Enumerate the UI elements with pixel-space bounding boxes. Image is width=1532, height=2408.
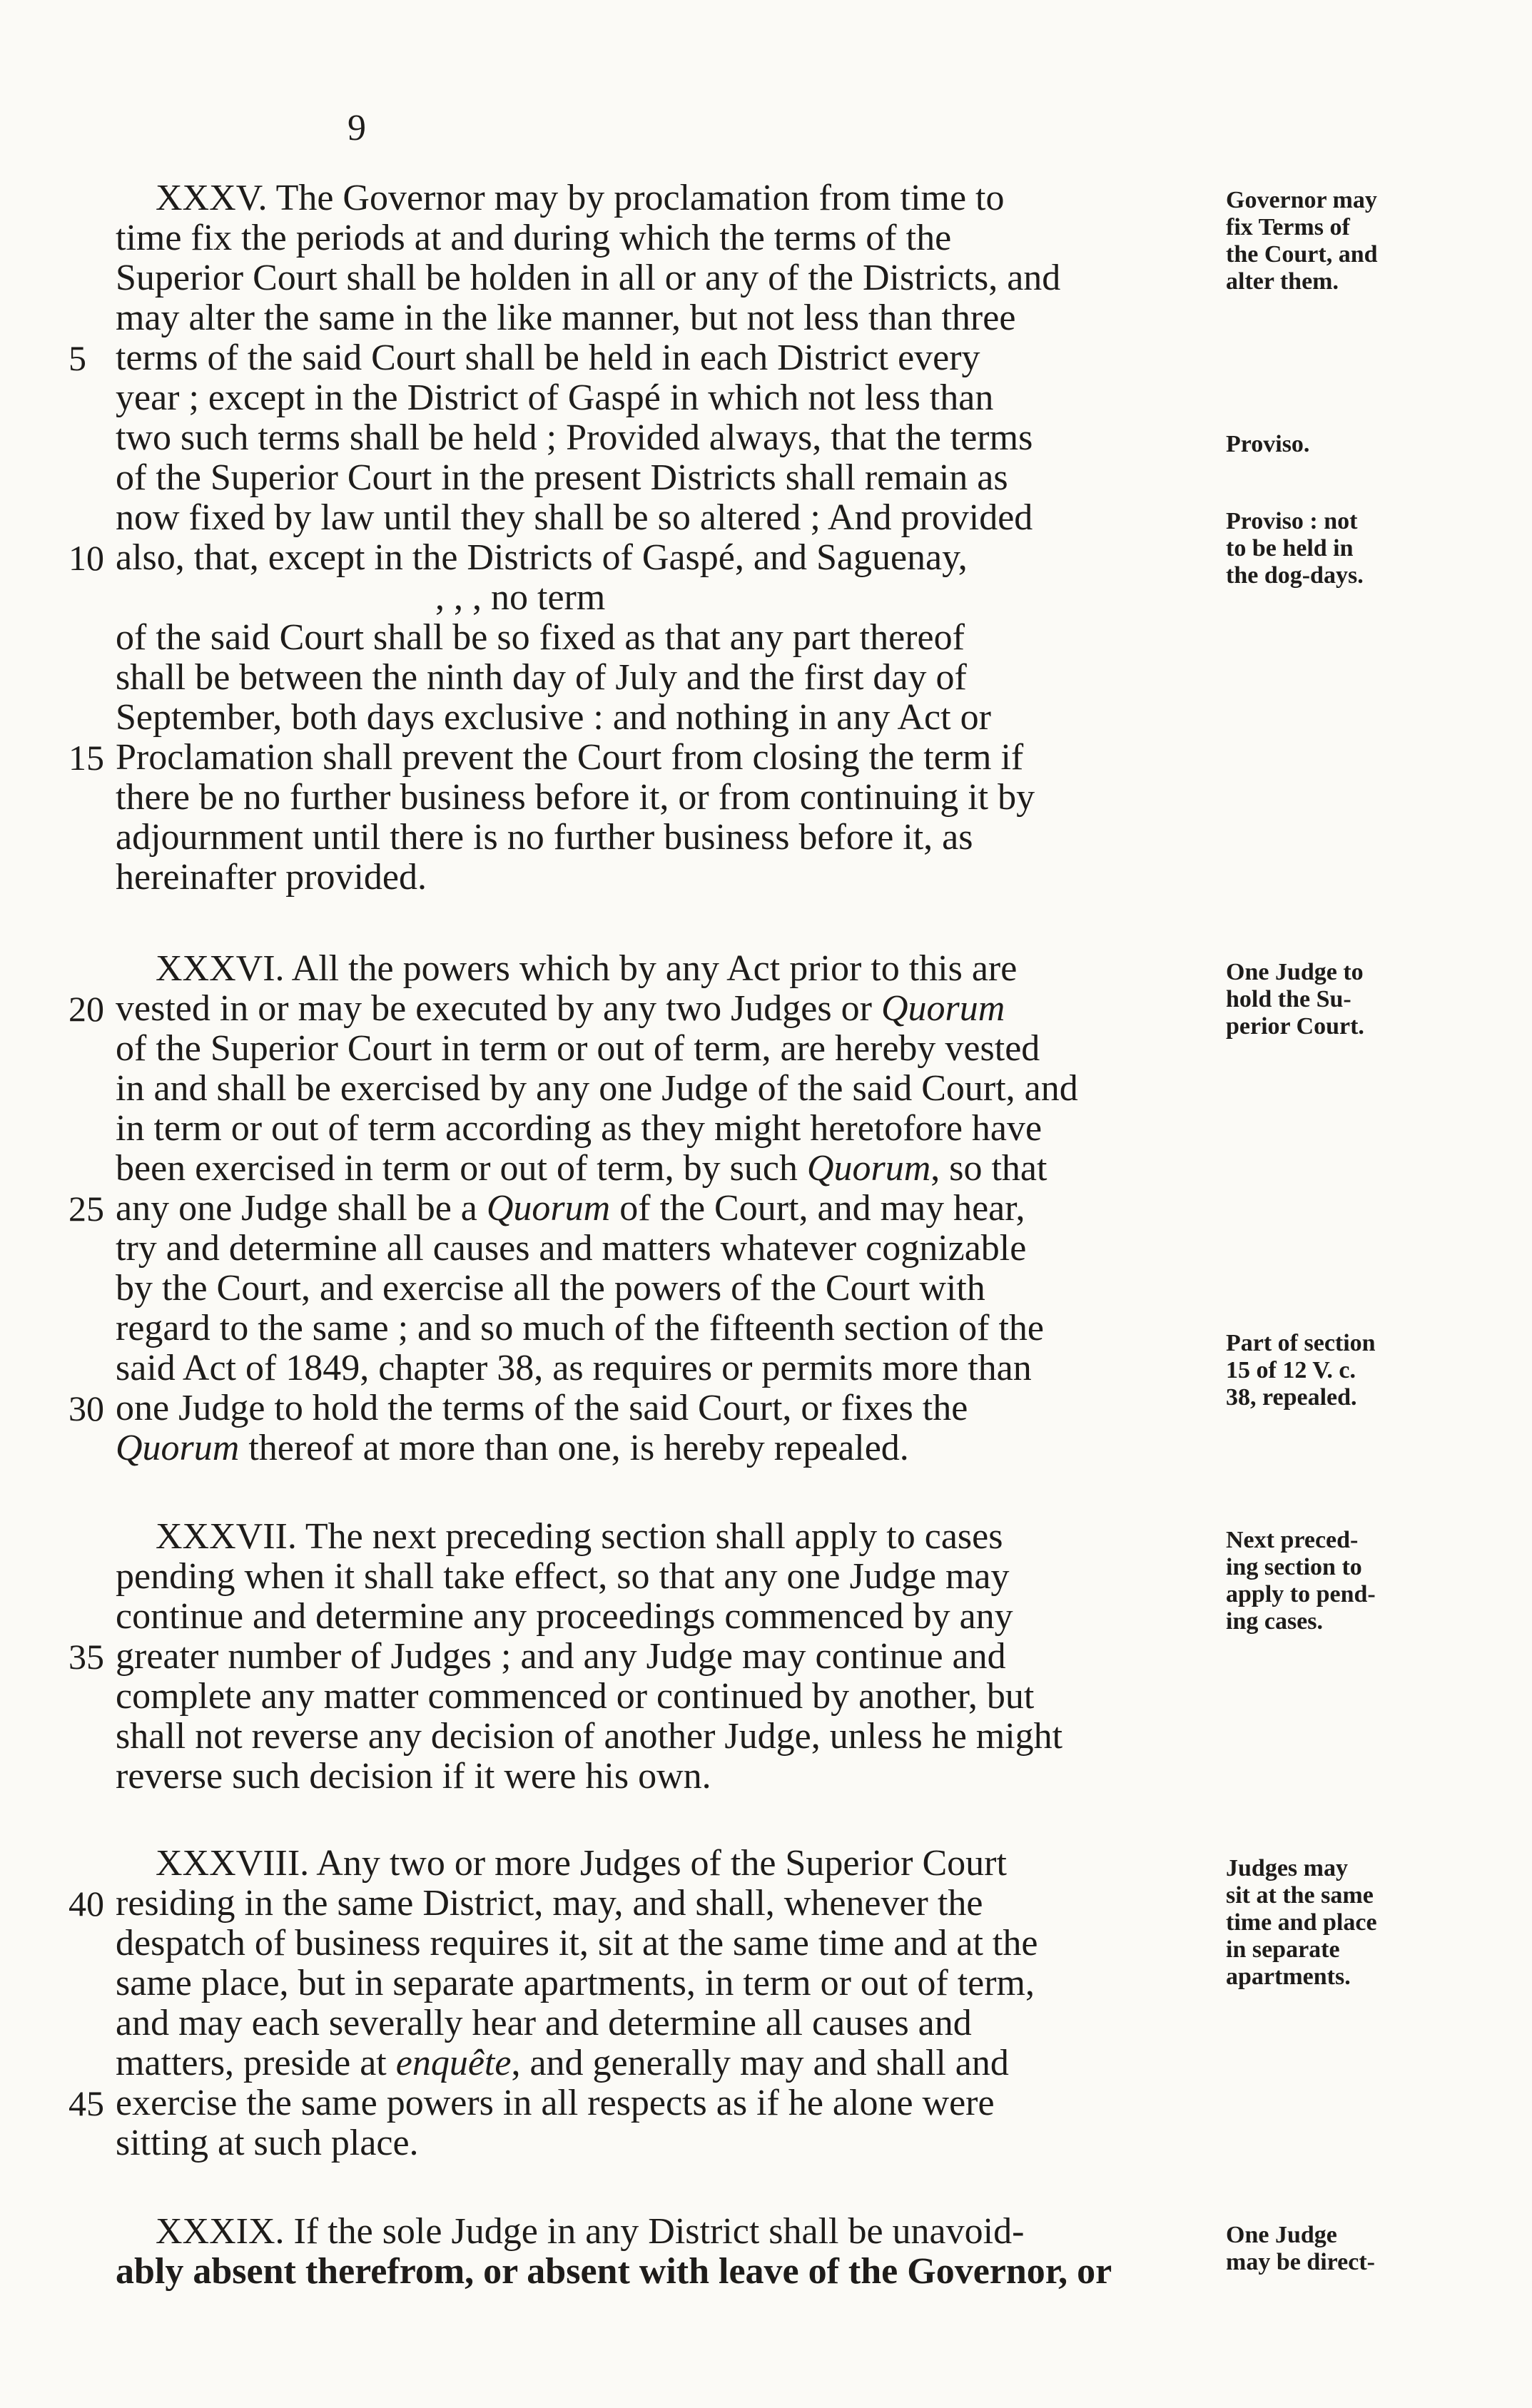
- text-line: despatch of business requires it, sit at the same time and at the: [116, 1923, 1038, 1964]
- text-line: greater number of Judges ; and any Judge may continue and: [116, 1636, 1006, 1677]
- margin-note-line: perior Court.: [1226, 1013, 1364, 1040]
- page-number: 9: [348, 108, 366, 148]
- margin-note: [1226, 959, 1511, 1040]
- margin-note-line: Judges may: [1226, 1855, 1348, 1881]
- text-line: residing in the same District, may, and shall, whenever the: [116, 1883, 983, 1924]
- text-line: shall not reverse any decision of another Judge, unless he might: [116, 1716, 1063, 1757]
- text-line: adjournment until there is no further business before it, as: [116, 817, 973, 858]
- margin-note-line: 15 of 12 V. c.: [1226, 1357, 1356, 1383]
- margin-note-line: may be direct-: [1226, 2249, 1375, 2275]
- margin-note-line: ing section to: [1226, 1554, 1362, 1580]
- margin-note: [1226, 431, 1511, 458]
- margin-note: [1226, 187, 1511, 295]
- text-line: of the Superior Court in term or out of term, are hereby vested: [116, 1028, 1040, 1069]
- text-line: XXXVIII. Any two or more Judges of the Superior Court: [156, 1843, 1007, 1884]
- line-number: 20: [69, 989, 104, 1029]
- margin-note: [1226, 1855, 1511, 1991]
- text-line: shall be between the ninth day of July and the first day of: [116, 657, 967, 698]
- text-line: continue and determine any proceedings commenced by any: [116, 1596, 1013, 1637]
- text-line: September, both days exclusive : and nothing in any Act or: [116, 697, 991, 738]
- text-line: also, that, except in the Districts of Gaspé, and Saguenay,: [116, 537, 968, 578]
- margin-note: [1226, 1330, 1511, 1411]
- text-line: try and determine all causes and matters whatever cognizable: [116, 1228, 1027, 1269]
- line-number: 40: [69, 1884, 104, 1924]
- line-number: 15: [69, 738, 104, 778]
- text-line: regard to the same ; and so much of the fifteenth section of the: [116, 1308, 1045, 1348]
- text-line: one Judge to hold the terms of the said Court, or fixes the: [116, 1388, 968, 1428]
- text-line: terms of the said Court shall be held in each District every: [116, 337, 980, 378]
- text-line: been exercised in term or out of term, by such Quorum, so that: [116, 1148, 1047, 1189]
- text-line: Superior Court shall be holden in all or any of the Districts, and: [116, 258, 1061, 298]
- line-number: 5: [69, 338, 86, 378]
- margin-note-line: the Court, and: [1226, 241, 1378, 268]
- margin-note: [1226, 508, 1511, 589]
- line-number: 25: [69, 1189, 104, 1229]
- margin-note-line: Governor may: [1226, 187, 1377, 213]
- text-line: XXXVII. The next preceding section shall apply to cases: [156, 1516, 1003, 1557]
- margin-note-line: time and place: [1226, 1909, 1377, 1936]
- line-number: 30: [69, 1388, 104, 1428]
- margin-note-line: in separate: [1226, 1936, 1340, 1963]
- margin-note-line: apply to pend-: [1226, 1581, 1376, 1607]
- margin-note-line: Proviso.: [1226, 431, 1310, 457]
- text-line: may alter the same in the like manner, but not less than three: [116, 298, 1016, 338]
- line-number: 35: [69, 1637, 104, 1677]
- text-line: time fix the periods at and during which the terms of the: [116, 218, 952, 258]
- text-line: said Act of 1849, chapter 38, as requires or permits more than: [116, 1348, 1032, 1388]
- margin-note-line: Next preced-: [1226, 1527, 1359, 1553]
- text-line: pending when it shall take effect, so that any one Judge may: [116, 1556, 1010, 1597]
- text-line: complete any matter commenced or continued by another, but: [116, 1676, 1035, 1717]
- margin-note: [1226, 2222, 1511, 2276]
- margin-note-line: Proviso : not: [1226, 508, 1358, 534]
- text-line: , , , no term: [435, 577, 606, 618]
- margin-note-line: fix Terms of: [1226, 214, 1350, 240]
- text-line: matters, preside at enquête, and generally may and shall and: [116, 2043, 1009, 2083]
- text-line: in term or out of term according as they might heretofore have: [116, 1108, 1043, 1149]
- text-line: there be no further business before it, or from continuing it by: [116, 777, 1035, 818]
- margin-note-line: sit at the same: [1226, 1882, 1374, 1909]
- text-line: XXXV. The Governor may by proclamation from time to: [156, 178, 1005, 218]
- text-line: Quorum thereof at more than one, is hereby repealed.: [116, 1428, 909, 1468]
- text-line: by the Court, and exercise all the powers of the Court with: [116, 1268, 985, 1309]
- text-line: and may each severally hear and determine all causes and: [116, 2003, 972, 2043]
- margin-note-line: apartments.: [1226, 1964, 1351, 1990]
- text-line: sitting at such place.: [116, 2123, 419, 2163]
- text-line: now fixed by law until they shall be so altered ; And provided: [116, 497, 1033, 538]
- margin-note-line: One Judge: [1226, 2222, 1337, 2248]
- text-line: XXXIX. If the sole Judge in any District shall be unavoid-: [156, 2211, 1025, 2252]
- text-line: reverse such decision if it were his own.: [116, 1756, 711, 1797]
- text-line: of the Superior Court in the present Districts shall remain as: [116, 457, 1008, 498]
- margin-note-line: alter them.: [1226, 268, 1339, 295]
- line-number: 45: [69, 2083, 104, 2123]
- margin-note-line: hold the Su-: [1226, 986, 1351, 1012]
- margin-note-line: the dog-days.: [1226, 562, 1364, 589]
- text-line: exercise the same powers in all respects as if he alone were: [116, 2083, 995, 2123]
- text-line: in and shall be exercised by any one Judge of the said Court, and: [116, 1068, 1078, 1109]
- margin-note: [1226, 1527, 1511, 1635]
- text-line: hereinafter provided.: [116, 857, 427, 898]
- text-line: XXXVI. All the powers which by any Act prior to this are: [156, 948, 1018, 989]
- margin-note-line: 38, repealed.: [1226, 1384, 1357, 1411]
- margin-note-line: Part of section: [1226, 1330, 1376, 1356]
- margin-note-line: ing cases.: [1226, 1608, 1323, 1635]
- text-line: year ; except in the District of Gaspé in which not less than: [116, 377, 994, 418]
- text-line: vested in or may be executed by any two Judges or Quorum: [116, 988, 1005, 1029]
- text-line: Proclamation shall prevent the Court from closing the term if: [116, 737, 1024, 778]
- margin-note-line: to be held in: [1226, 535, 1354, 562]
- text-line: any one Judge shall be a Quorum of the Court, and may hear,: [116, 1188, 1025, 1229]
- margin-note-line: One Judge to: [1226, 959, 1364, 985]
- text-line: of the said Court shall be so fixed as that any part thereof: [116, 617, 965, 658]
- text-line: two such terms shall be held ; Provided always, that the terms: [116, 417, 1033, 458]
- line-number: 10: [69, 538, 104, 578]
- text-line: ably absent therefrom, or absent with leave of the Governor, or: [116, 2251, 1112, 2292]
- text-line: same place, but in separate apartments, in term or out of term,: [116, 1963, 1035, 2003]
